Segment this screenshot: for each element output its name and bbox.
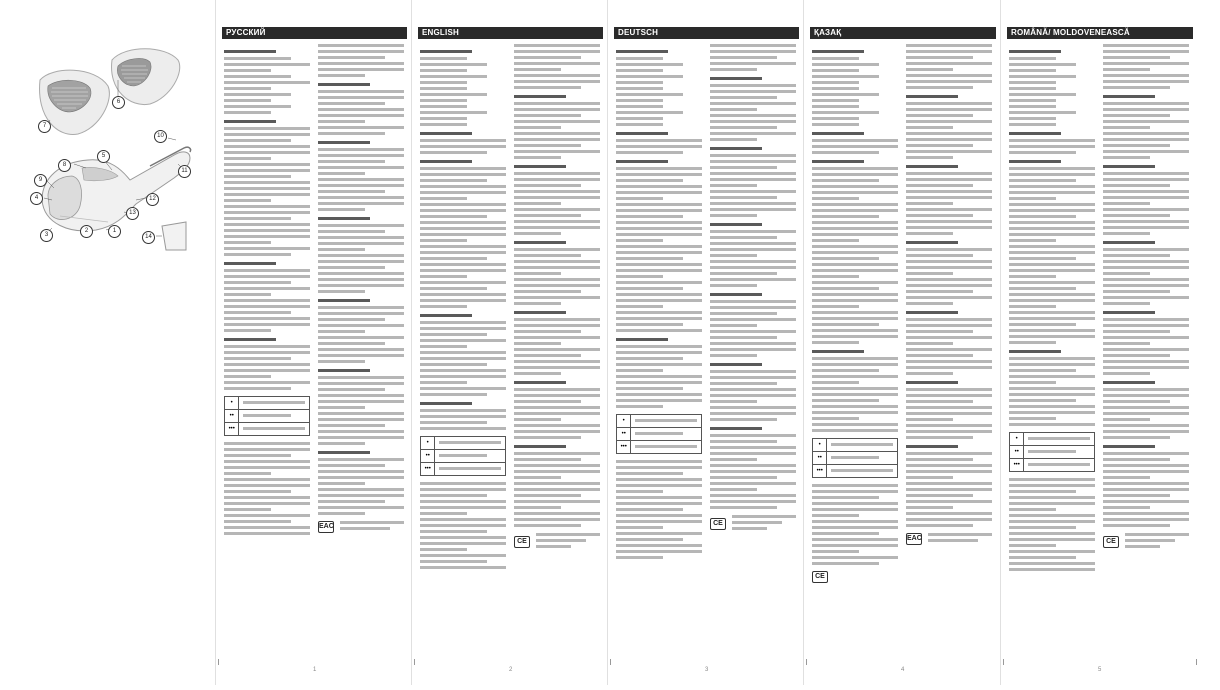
ce-mark: CE xyxy=(1103,536,1119,548)
diagram-panel xyxy=(0,0,215,685)
section-title: DEUTSCH xyxy=(614,27,799,39)
text-column-right xyxy=(318,44,404,665)
callout-7: 7 xyxy=(38,120,51,133)
page-number: 3 xyxy=(705,667,709,673)
section-kz xyxy=(806,0,1000,685)
steamer-diagram xyxy=(0,0,215,685)
steam-mode-table xyxy=(1009,432,1095,472)
steam-mode-table xyxy=(812,438,898,478)
steam-level-mark: • xyxy=(1010,433,1024,445)
page-number: 2 xyxy=(509,667,513,673)
eac-mark: EAC xyxy=(906,533,922,545)
text-column-right xyxy=(1103,44,1189,665)
text-column-left xyxy=(616,44,702,665)
steam-level-mark: • xyxy=(421,437,435,449)
steam-mode-table xyxy=(616,414,702,454)
steam-mode-table xyxy=(420,436,506,476)
steam-level-mark: •• xyxy=(421,450,435,462)
callout-2: 2 xyxy=(80,225,93,238)
callout-9: 9 xyxy=(34,174,47,187)
section-title: ENGLISH xyxy=(418,27,603,39)
steam-mode-table xyxy=(224,396,310,436)
steam-level-mark: • xyxy=(225,397,239,409)
steam-level-mark: • xyxy=(813,439,827,451)
steam-level-mark: ••• xyxy=(225,423,239,435)
callout-4: 4 xyxy=(30,192,43,205)
text-column-left xyxy=(224,44,310,665)
steam-level-mark: ••• xyxy=(421,463,435,475)
text-column-right xyxy=(514,44,600,665)
callout-10: 10 xyxy=(154,130,167,143)
text-column-left xyxy=(420,44,506,665)
section-ru xyxy=(218,0,411,685)
steam-level-mark: •• xyxy=(617,428,631,440)
ce-mark: CE xyxy=(514,536,530,548)
section-en xyxy=(414,0,607,685)
text-column-right xyxy=(906,44,992,665)
text-column-left xyxy=(812,44,898,665)
callout-8: 8 xyxy=(58,159,71,172)
text-column-left xyxy=(1009,44,1095,665)
steam-level-mark: •• xyxy=(225,410,239,422)
callout-5: 5 xyxy=(97,150,110,163)
ce-mark: CE xyxy=(710,518,726,530)
callout-1: 1 xyxy=(108,225,121,238)
callout-3: 3 xyxy=(40,229,53,242)
ce-mark: CE xyxy=(812,571,828,583)
steam-level-mark: ••• xyxy=(813,465,827,477)
page-number: 1 xyxy=(313,667,317,673)
page-number: 4 xyxy=(901,667,905,673)
text-column-right xyxy=(710,44,796,665)
page-number: 5 xyxy=(1098,667,1102,673)
section-title: ROMÂNĂ/ MOLDOVENEASCĂ xyxy=(1007,27,1193,39)
callout-14: 14 xyxy=(142,231,155,244)
section-ro xyxy=(1003,0,1197,685)
steam-level-mark: ••• xyxy=(617,441,631,453)
steam-level-mark: • xyxy=(617,415,631,427)
steam-level-mark: •• xyxy=(813,452,827,464)
steam-level-mark: ••• xyxy=(1010,459,1024,471)
section-de xyxy=(610,0,803,685)
callout-11: 11 xyxy=(178,165,191,178)
eac-mark: EAC xyxy=(318,521,334,533)
section-title: РУССКИЙ xyxy=(222,27,407,39)
measuring-cup-illustration xyxy=(162,222,186,250)
callout-12: 12 xyxy=(146,193,159,206)
section-title: ҚАЗАҚ xyxy=(810,27,996,39)
callout-6: 6 xyxy=(112,96,125,109)
callout-13: 13 xyxy=(126,207,139,220)
steam-level-mark: •• xyxy=(1010,446,1024,458)
